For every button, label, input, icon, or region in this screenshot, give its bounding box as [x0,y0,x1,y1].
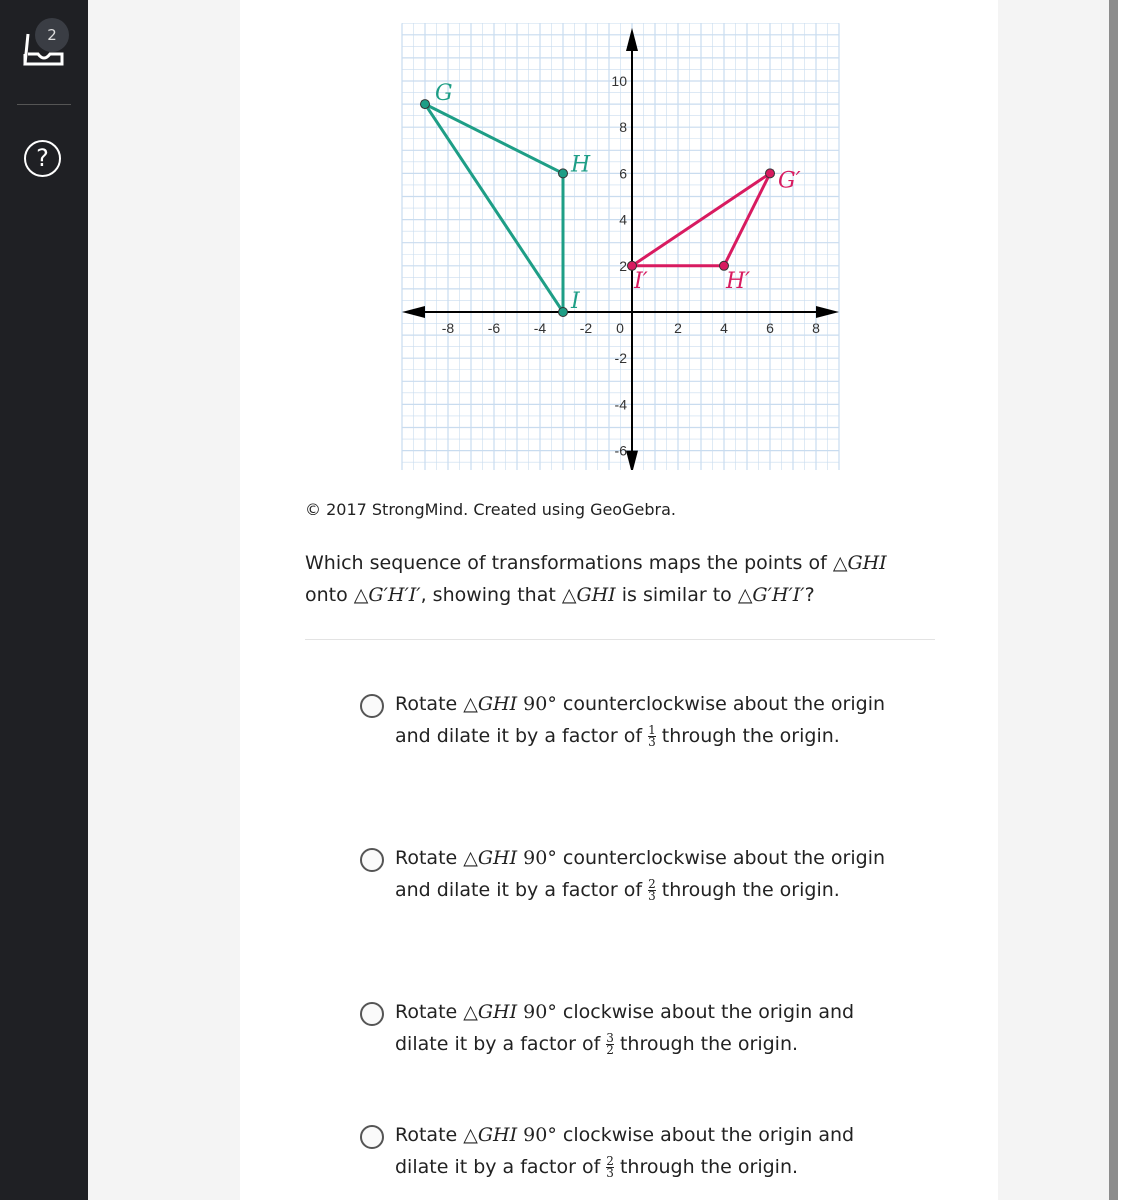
x-tick-label: 6 [766,320,774,336]
triangle-ghi-prime: △G′H′I′ [353,584,421,606]
x-tick-label: -6 [487,320,501,336]
triangle-ghi: △GHI [463,1124,518,1146]
option-part: through the origin. [655,725,840,747]
option-part: clockwise about the origin and dilate it by a factor of [395,1001,855,1055]
denominator: 2 [606,1043,614,1057]
y-tick-label: -2 [614,350,627,367]
radio-button[interactable] [360,848,384,872]
option-part: through the origin. [613,1156,799,1178]
triangle-ghi-prime: △G′H′I′ [737,584,805,606]
point-I [559,308,568,317]
angle: 90° [523,693,557,715]
option-part: counterclockwise about the origin and dilate it by a factor of [395,847,886,901]
triangle-ghi: △GHI [463,847,518,869]
point-G [421,100,430,109]
triangle-ghi: △GHI [561,584,616,606]
option-part: Rotate [395,1001,464,1023]
answer-option-4[interactable] [360,1119,900,1183]
x-tick-label: -8 [441,320,455,336]
y-tick-label: -4 [614,396,627,413]
fraction [648,879,656,902]
numerator: 2 [648,877,656,891]
option-part: Rotate [395,847,464,869]
x-tick-label: 2 [674,320,682,336]
image-credit: © 2017 StrongMind. Created using GeoGebra. [305,500,676,519]
answer-option-1[interactable] [360,688,900,752]
fraction [606,1033,614,1056]
question-part: Which sequence of transformations maps the points of [305,552,833,574]
question-text [305,547,925,611]
question-part: ? [804,584,815,606]
radio-button[interactable] [360,1002,384,1026]
point-label: I′ [634,268,648,294]
option-text [395,688,900,752]
coordinate-graph [390,20,850,470]
option-text [395,842,900,906]
x-tick-label: 8 [812,320,820,336]
point-label: H [571,152,591,178]
x-tick-label: -2 [579,320,593,336]
numerator: 1 [648,723,656,737]
scrollbar[interactable] [1109,0,1118,1200]
triangle-ghi: △GHI [463,1001,518,1023]
divider [305,639,935,640]
point-label: G′ [778,168,801,194]
question-part: onto [305,584,354,606]
point-G′ [766,169,775,178]
denominator: 3 [648,735,656,749]
option-text [395,996,900,1060]
angle: 90° [523,847,557,869]
numerator: 2 [606,1154,614,1168]
option-part: Rotate [395,693,464,715]
y-axis-arrow-down [626,451,638,470]
help-icon[interactable]: ? [24,140,61,177]
triangle-ghi: △GHI [463,693,518,715]
angle: 90° [523,1001,557,1023]
y-tick-label: 10 [611,73,627,89]
x-tick-label: 0 [616,320,624,336]
question-part: , showing that [420,584,562,606]
y-axis-arrow-up [626,28,638,51]
triangle-ghi: △GHI [832,552,887,574]
option-part: clockwise about the origin and dilate it by a factor of [395,1124,855,1178]
option-part: through the origin. [655,879,840,901]
sidebar [0,0,88,1200]
angle: 90° [523,1124,557,1146]
numerator: 3 [606,1031,614,1045]
point-label: H′ [726,268,751,294]
point-label: G [435,81,453,107]
radio-button[interactable] [360,694,384,718]
answer-option-3[interactable] [360,996,900,1060]
option-part: through the origin. [613,1033,799,1055]
y-tick-label: 8 [619,119,627,136]
option-part: Rotate [395,1124,464,1146]
radio-button[interactable] [360,1125,384,1149]
window-edge [1118,0,1126,1200]
inbox-badge: 2 [35,18,69,52]
fraction [648,725,656,748]
option-text [395,1119,900,1183]
y-tick-label: -6 [614,442,627,459]
answer-option-2[interactable] [360,842,900,906]
fraction [606,1156,614,1179]
x-tick-label: 4 [720,320,728,336]
point-label: I [571,289,580,314]
y-tick-label: 6 [619,165,627,182]
denominator: 3 [606,1166,614,1180]
y-tick-label: 4 [619,211,627,228]
denominator: 3 [648,889,656,903]
question-part: is similar to [615,584,738,606]
option-part: counterclockwise about the origin and dilate it by a factor of [395,693,886,747]
point-H [559,169,568,178]
x-tick-label: -4 [533,320,547,336]
sidebar-divider [17,104,71,105]
y-tick-label: 2 [619,257,627,274]
